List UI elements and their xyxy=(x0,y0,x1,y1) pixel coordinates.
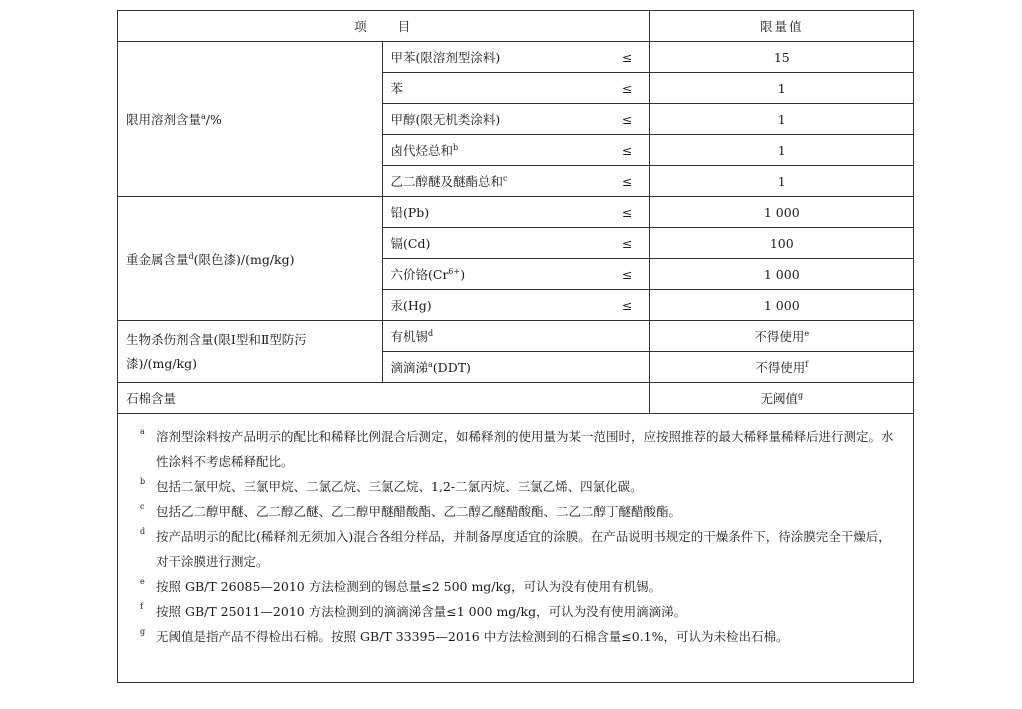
leq-symbol: ≤ xyxy=(622,204,633,220)
item-cell: 有机锡$^d$ xyxy=(382,321,649,352)
leq-symbol: ≤ xyxy=(622,235,633,251)
footnote-mark: d xyxy=(428,328,434,338)
item-cell: 甲醇(限无机类涂料) ≤ xyxy=(382,104,649,135)
limit-value: 1 xyxy=(649,73,914,104)
item-cell: 镉(Cd) ≤ xyxy=(382,228,649,259)
leq-symbol: ≤ xyxy=(622,49,633,65)
category-asbestos: 石棉含量 xyxy=(118,383,649,414)
footnote-g: g 无阈值是指产品不得检出石棉。按照 GB/T 33395—2016 中方法检测到的石棉含量≤0.1%，可认为未检出石棉。 xyxy=(140,627,789,644)
table-row xyxy=(118,197,914,228)
item-cell: 卤代烃总和$^b$ ≤ xyxy=(382,135,649,166)
superscript: 6+ xyxy=(448,266,461,276)
item-cell: 六价铬$(Cr^{6+})$ ≤ xyxy=(382,259,649,290)
table-row xyxy=(118,42,914,73)
item-cell: 甲苯(限溶剂型涂料) ≤ xyxy=(382,42,649,73)
item-header: 项 目 xyxy=(118,11,649,42)
footnotes xyxy=(118,414,913,649)
footnote-b: b 包括二氯甲烷、三氯甲烷、二氯乙烷、三氯乙烷、1,2-二氯丙烷、三氯乙烯、四氯化碳。 xyxy=(140,477,643,494)
limits-table xyxy=(118,11,914,414)
limit-value: 1 xyxy=(649,135,914,166)
footnote-e: e 按照 GB/T 26085—2010 方法检测到的锡总量≤2 500 mg/kg，可认为没有使用有机锡。 xyxy=(140,577,662,594)
limit-value: 无阈值$^g$ xyxy=(649,383,914,414)
leq-symbol: ≤ xyxy=(622,297,633,313)
footnote-d: d 按产品明示的配比(稀释剂无须加入)混合各组分样品，并制备厚度适宜的涂膜。在产品说明书规定的干燥条件下，待涂膜完全干燥后，对干涂膜进行测定。 xyxy=(140,527,891,569)
item-cell: 乙二醇醚及醚酯总和$^c$ ≤ xyxy=(382,166,649,197)
category-biocides: 生物杀伤剂含量(限Ⅰ型和Ⅱ型防污漆)/(mg/kg) xyxy=(118,321,382,383)
table-row xyxy=(118,383,914,414)
limit-value: 1 000 xyxy=(649,290,914,321)
limit-value: 1 xyxy=(649,104,914,135)
footnote-mark: d xyxy=(188,251,194,261)
limit-value: 15 xyxy=(649,42,914,73)
table-header-row xyxy=(118,11,914,42)
leq-symbol: ≤ xyxy=(622,111,633,127)
footnote-f: f 按照 GB/T 25011—2010 方法检测到的滴滴涕含量≤1 000 mg/kg，可认为没有使用滴滴涕。 xyxy=(140,602,687,619)
limit-value: 1 000 xyxy=(649,197,914,228)
footnote-mark: a xyxy=(201,111,206,121)
limit-value: 不得使用$^f$ xyxy=(649,352,914,383)
limit-value: 100 xyxy=(649,228,914,259)
item-cell: 铅(Pb) ≤ xyxy=(382,197,649,228)
footnote-mark: f xyxy=(805,359,809,369)
limit-value: 1 000 xyxy=(649,259,914,290)
leq-symbol: ≤ xyxy=(622,266,633,282)
leq-symbol: ≤ xyxy=(622,80,633,96)
footnote-c: c 包括乙二醇甲醚、乙二醇乙醚、乙二醇甲醚醋酸酯、乙二醇乙醚醋酸酯、二乙二醇丁醚醋酸酯。 xyxy=(140,502,682,519)
footnote-mark: b xyxy=(453,142,459,152)
limit-value: 1 xyxy=(649,166,914,197)
category-metals: 重金属含量$^d$(限色漆)/(mg/kg) xyxy=(118,197,382,321)
footnote-a: a 溶剂型涂料按产品明示的配比和稀释比例混合后测定，如稀释剂的使用量为某一范围时，应按照推荐的最大稀释量稀释后进行测定。水性涂料不考虑稀释配比。 xyxy=(140,427,894,469)
leq-symbol: ≤ xyxy=(622,142,633,158)
limits-document xyxy=(117,10,914,683)
item-cell: 汞(Hg) ≤ xyxy=(382,290,649,321)
table-row xyxy=(118,321,914,352)
footnote-mark: c xyxy=(503,173,508,183)
leq-symbol: ≤ xyxy=(622,173,633,189)
limit-value: 不得使用$^e$ xyxy=(649,321,914,352)
footnote-mark: a xyxy=(428,359,433,369)
category-solvents: 限用溶剂含量$^a$/% xyxy=(118,42,382,197)
footnote-mark: g xyxy=(797,390,804,400)
item-cell: 滴滴涕$^a$(DDT) xyxy=(382,352,649,383)
footnote-mark: e xyxy=(804,328,810,338)
limit-header: 限量值 xyxy=(649,11,914,42)
item-cell: 苯 ≤ xyxy=(382,73,649,104)
